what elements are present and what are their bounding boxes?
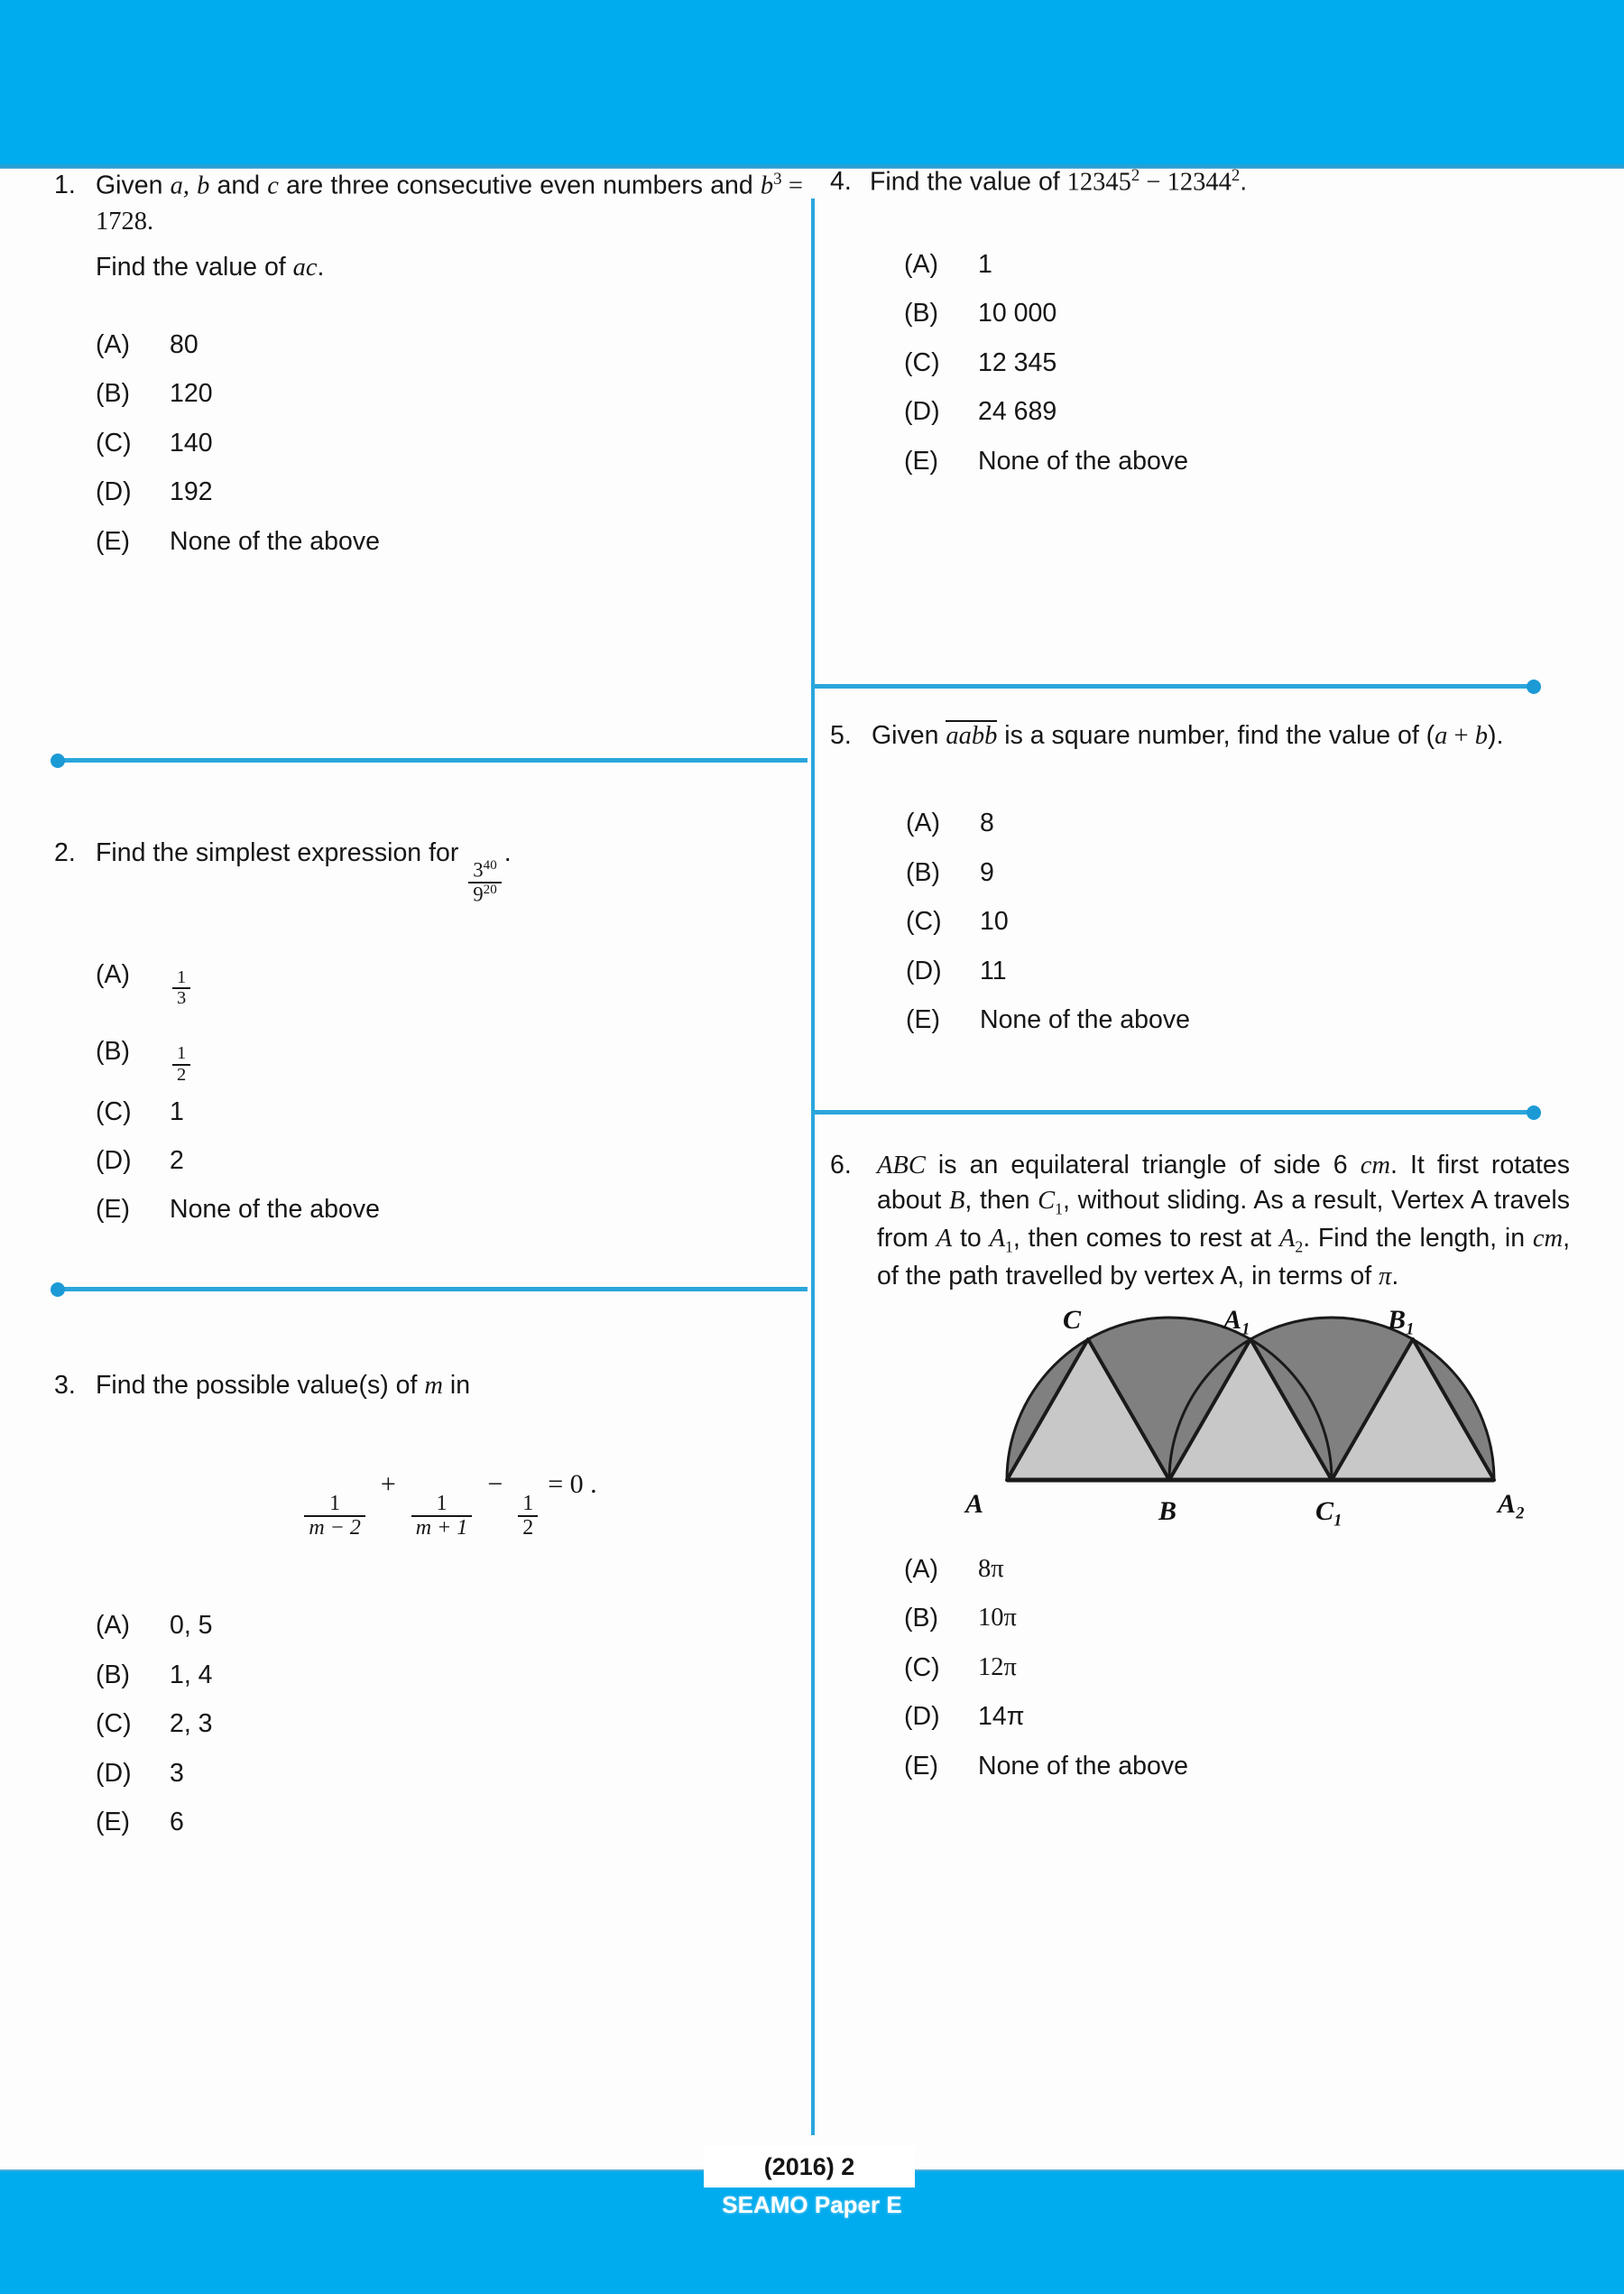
option-row[interactable] (904, 1651, 1570, 1685)
option-value: 6 (170, 1808, 184, 1837)
question-4-options (904, 247, 1570, 478)
option-fraction-numerator: 1 (177, 1043, 187, 1064)
question-6-options (904, 1552, 1570, 1783)
q3-f1-den: m − 2 (304, 1515, 365, 1540)
q2-text-2: . (503, 838, 512, 867)
q3-f3-den: 2 (518, 1515, 538, 1540)
q6-text-4: , without sliding. As a result, Vertex A travels from (877, 1186, 1570, 1253)
option-label: (E) (96, 1195, 130, 1225)
q5-plus: + (1447, 722, 1475, 750)
option-value: 14π (978, 1702, 1025, 1732)
separator-left-1 (54, 758, 807, 763)
q6-var-pi: π (1379, 1262, 1392, 1290)
rotating-triangle-diagram (953, 1305, 1526, 1526)
option-value: 192 (170, 477, 213, 507)
q1-text-4: = 1728. (96, 171, 803, 236)
header-band (0, 0, 1624, 168)
separator-right-1 (811, 684, 1537, 689)
option-value: 24 689 (978, 397, 1057, 427)
q6-text-9: . (1391, 1261, 1399, 1290)
question-5-stem (872, 718, 1570, 754)
q4-exponent-2: 2 (1231, 166, 1241, 185)
option-label: (A) (906, 809, 940, 838)
option-label: (D) (904, 1702, 940, 1732)
option-row[interactable] (906, 904, 1570, 939)
q5-var-b: b (1474, 722, 1488, 750)
option-value (170, 941, 803, 1009)
figure-label-A: A (965, 1489, 984, 1519)
option-label: (E) (906, 1005, 940, 1035)
option-row[interactable] (906, 954, 1570, 988)
option-row[interactable] (96, 376, 803, 411)
q6-var-A1-sub: 1 (1005, 1237, 1013, 1256)
q3-fraction-1 (304, 1493, 365, 1540)
option-row[interactable] (96, 1095, 803, 1129)
q6-text-7: . Find the length, in (1303, 1224, 1533, 1253)
option-label: (B) (904, 299, 938, 328)
q1-var-a: a, (170, 171, 189, 200)
q1-var-b: b (197, 171, 210, 200)
q1-var-b2: b (760, 171, 774, 200)
q3-f2-den: m + 1 (411, 1515, 473, 1540)
option-label: (C) (904, 1652, 940, 1682)
option-label: (D) (96, 1146, 132, 1175)
q6-text-3: , then (964, 1186, 1038, 1216)
footer-band (0, 2171, 1624, 2294)
q2-text-1: Find the simplest expression for (96, 838, 466, 867)
q2-fraction-numerator (468, 859, 501, 882)
option-label: (A) (904, 1555, 938, 1584)
q4-text-1: Find the value of (870, 167, 1067, 197)
question-3 (54, 1368, 803, 1855)
q2-den-base: 9 (473, 883, 484, 906)
option-label: (E) (904, 1751, 938, 1781)
q1-text-1: Given (96, 171, 171, 200)
question-4-stem (870, 164, 1570, 200)
option-value: 2 (170, 1146, 184, 1175)
option-label: (E) (904, 446, 938, 476)
option-label: (E) (96, 1808, 130, 1837)
option-label: (B) (96, 1036, 130, 1066)
option-label: (C) (96, 1096, 132, 1126)
q6-unit-cm-2: cm (1532, 1225, 1564, 1253)
question-1 (54, 168, 803, 573)
question-5-number: 5. (830, 721, 852, 750)
q1-text-5: Find the value of (96, 253, 293, 282)
option-label: (D) (904, 397, 940, 427)
option-value: None of the above (170, 526, 380, 556)
option-row[interactable] (96, 1608, 803, 1642)
option-value: None of the above (980, 1005, 1190, 1035)
option-value: 0, 5 (170, 1611, 213, 1641)
option-value: None of the above (978, 446, 1188, 476)
separator-dot (51, 1282, 65, 1297)
q6-var-A: A (936, 1225, 953, 1253)
separator-dot (1527, 680, 1541, 694)
q4-exponent-1: 2 (1130, 166, 1140, 185)
option-value: 9 (980, 857, 994, 887)
option-row[interactable] (96, 1143, 803, 1178)
option-label: (D) (96, 1758, 132, 1788)
option-row[interactable] (904, 296, 1570, 330)
q6-var-A2-sub: 2 (1295, 1237, 1304, 1256)
option-row[interactable] (96, 1192, 803, 1226)
option-value: 1 (170, 1096, 184, 1126)
question-6-number: 6. (830, 1151, 852, 1179)
q3-operator-2: − (487, 1469, 503, 1500)
q6-text-2: . It first rotates about (877, 1151, 1570, 1216)
option-value: 8π (978, 1555, 1004, 1583)
option-label: (C) (906, 907, 942, 937)
option-value: 1 (978, 249, 992, 279)
option-row[interactable] (96, 524, 803, 559)
question-6-stem (877, 1148, 1570, 1294)
option-row[interactable] (96, 426, 803, 460)
option-value: 8 (980, 809, 994, 838)
q1-text-2: and (209, 171, 268, 200)
option-row[interactable] (906, 806, 1570, 840)
q5-text-2: is a square number, find the value of ( (997, 721, 1435, 750)
option-row[interactable] (904, 444, 1570, 478)
q6-text-1: is an equilateral triangle of side 6 (925, 1151, 1361, 1179)
option-row[interactable] (904, 346, 1570, 380)
q1-var-c: c (267, 171, 279, 200)
q1-var-ac: ac (292, 254, 318, 282)
q6-triangle-abc: ABC (877, 1152, 926, 1179)
option-label: (B) (906, 857, 940, 887)
separator-dot (1527, 1105, 1541, 1120)
q1-exponent: 3 (773, 170, 782, 189)
q6-text-8: , of the path travelled by vertex A, in terms of (877, 1224, 1571, 1290)
q1-text-6: . (317, 253, 325, 282)
q6-var-B: B (949, 1187, 965, 1216)
q5-overlined-aabb: aabb (946, 722, 998, 750)
question-1-stem-line3 (96, 250, 803, 285)
question-2-options (96, 941, 803, 1227)
question-3-options (96, 1608, 803, 1839)
q3-f3-num: 1 (522, 1492, 534, 1516)
option-value: 120 (170, 379, 213, 409)
q6-var-A2: A (1278, 1225, 1296, 1253)
option-value (170, 1018, 803, 1086)
q3-text-1: Find the possible value(s) of (96, 1371, 425, 1400)
question-6 (830, 1148, 1570, 1798)
q6-text-6: , then comes to rest at (1012, 1224, 1279, 1253)
option-row[interactable] (906, 856, 1570, 890)
option-value: 140 (170, 428, 213, 458)
option-value: 10 000 (978, 299, 1057, 328)
figure-label-C: C (1063, 1305, 1082, 1335)
option-value: 3 (170, 1758, 184, 1788)
option-label: (A) (96, 329, 130, 359)
option-row[interactable] (906, 1003, 1570, 1037)
q3-var-m: m (424, 1372, 443, 1400)
option-value: 80 (170, 329, 198, 359)
question-3-equation (96, 1466, 803, 1540)
q3-text-2: in (442, 1371, 471, 1400)
option-row[interactable] (904, 1699, 1570, 1734)
q2-num-base: 3 (473, 858, 484, 882)
option-label: (A) (904, 249, 938, 279)
q2-fraction (468, 859, 501, 905)
separator-dot (51, 754, 65, 768)
footer-title: SEAMO Paper E (722, 2191, 902, 2218)
option-row[interactable] (904, 394, 1570, 429)
option-row[interactable] (904, 247, 1570, 282)
question-5 (830, 718, 1570, 1052)
option-label: (A) (96, 1611, 130, 1641)
option-row[interactable] (904, 1601, 1570, 1635)
option-label: (B) (96, 1660, 130, 1689)
q6-var-A1: A (989, 1225, 1005, 1253)
question-4-number: 4. (830, 167, 852, 196)
figure-label-A2: A₂ (1498, 1489, 1526, 1519)
option-fraction-numerator: 1 (177, 967, 187, 987)
q3-fraction-3 (518, 1493, 538, 1540)
separator-left-2 (54, 1287, 807, 1291)
question-2-stem (96, 836, 803, 905)
option-value: 12π (978, 1652, 1017, 1681)
option-value: 12 345 (978, 347, 1057, 377)
option-value: 10π (978, 1604, 1017, 1633)
separator-right-2 (811, 1110, 1537, 1115)
question-2 (54, 836, 803, 1242)
option-row[interactable] (904, 1552, 1570, 1586)
q4-number-1: 12345 (1066, 168, 1131, 197)
q5-text-1: Given (872, 721, 946, 750)
q2-fraction-denominator (468, 882, 501, 906)
q6-text-5: to (952, 1224, 990, 1253)
q4-text-2: . (1240, 167, 1248, 197)
option-row[interactable] (904, 1749, 1570, 1783)
option-value: None of the above (170, 1195, 380, 1225)
option-value: 11 (980, 956, 1007, 985)
q2-num-exp: 40 (483, 858, 497, 874)
figure-label-A1: A₁ (1223, 1305, 1251, 1335)
question-4 (830, 164, 1570, 493)
q2-den-exp: 20 (483, 882, 497, 897)
option-value: 2, 3 (170, 1709, 213, 1739)
q3-f2-num: 1 (436, 1492, 448, 1516)
option-label: (D) (906, 956, 942, 985)
q5-var-a: a (1435, 722, 1448, 750)
option-row[interactable] (96, 328, 803, 362)
option-row[interactable] (96, 1756, 803, 1790)
option-label: (B) (96, 379, 130, 409)
figure-label-C1: C₁ (1315, 1496, 1343, 1526)
option-row[interactable] (96, 941, 803, 1009)
option-label: (B) (904, 1604, 938, 1633)
q3-fraction-2 (411, 1493, 473, 1540)
q3-f1-num: 1 (329, 1492, 341, 1516)
q5-text-3: ). (1487, 721, 1504, 750)
option-label: (C) (96, 428, 132, 458)
option-label: (C) (96, 1709, 132, 1739)
option-value: None of the above (978, 1751, 1188, 1781)
option-row[interactable] (96, 475, 803, 509)
question-2-number: 2. (54, 838, 76, 867)
question-1-options (96, 328, 803, 559)
column-divider (811, 199, 815, 2135)
option-row[interactable] (96, 1805, 803, 1839)
figure-label-B: B (1158, 1496, 1177, 1526)
question-5-options (906, 806, 1570, 1037)
option-row[interactable] (96, 1658, 803, 1692)
option-label: (A) (96, 960, 130, 990)
option-row[interactable] (96, 1018, 803, 1086)
page-content (0, 168, 1624, 2169)
q3-equation-tail: = 0 . (548, 1469, 597, 1500)
question-3-number: 3. (54, 1371, 76, 1400)
option-label: (E) (96, 526, 130, 556)
q4-number-2: 12344 (1167, 168, 1232, 197)
q6-unit-cm-1: cm (1360, 1152, 1390, 1179)
option-label: (C) (904, 347, 940, 377)
q4-minus: − (1140, 168, 1167, 197)
page-number-tab: (2016) 2 (704, 2146, 915, 2188)
q3-operator-1: + (380, 1469, 396, 1500)
option-label: (D) (96, 477, 132, 507)
option-row[interactable] (96, 1707, 803, 1741)
question-1-number: 1. (54, 171, 76, 199)
figure-label-B1: B₁ (1388, 1305, 1416, 1335)
option-value: 1, 4 (170, 1660, 213, 1689)
q6-var-C1: C (1038, 1187, 1056, 1216)
question-6-figure (877, 1305, 1570, 1526)
q1-text-3: are three consecutive even numbers and (278, 171, 761, 200)
question-3-stem (96, 1368, 803, 1403)
option-fraction-denominator: 2 (172, 1064, 190, 1086)
q6-var-C1-sub: 1 (1055, 1200, 1063, 1219)
option-value: 10 (980, 907, 1009, 937)
question-1-stem (96, 168, 803, 239)
option-fraction-denominator: 3 (172, 987, 190, 1009)
